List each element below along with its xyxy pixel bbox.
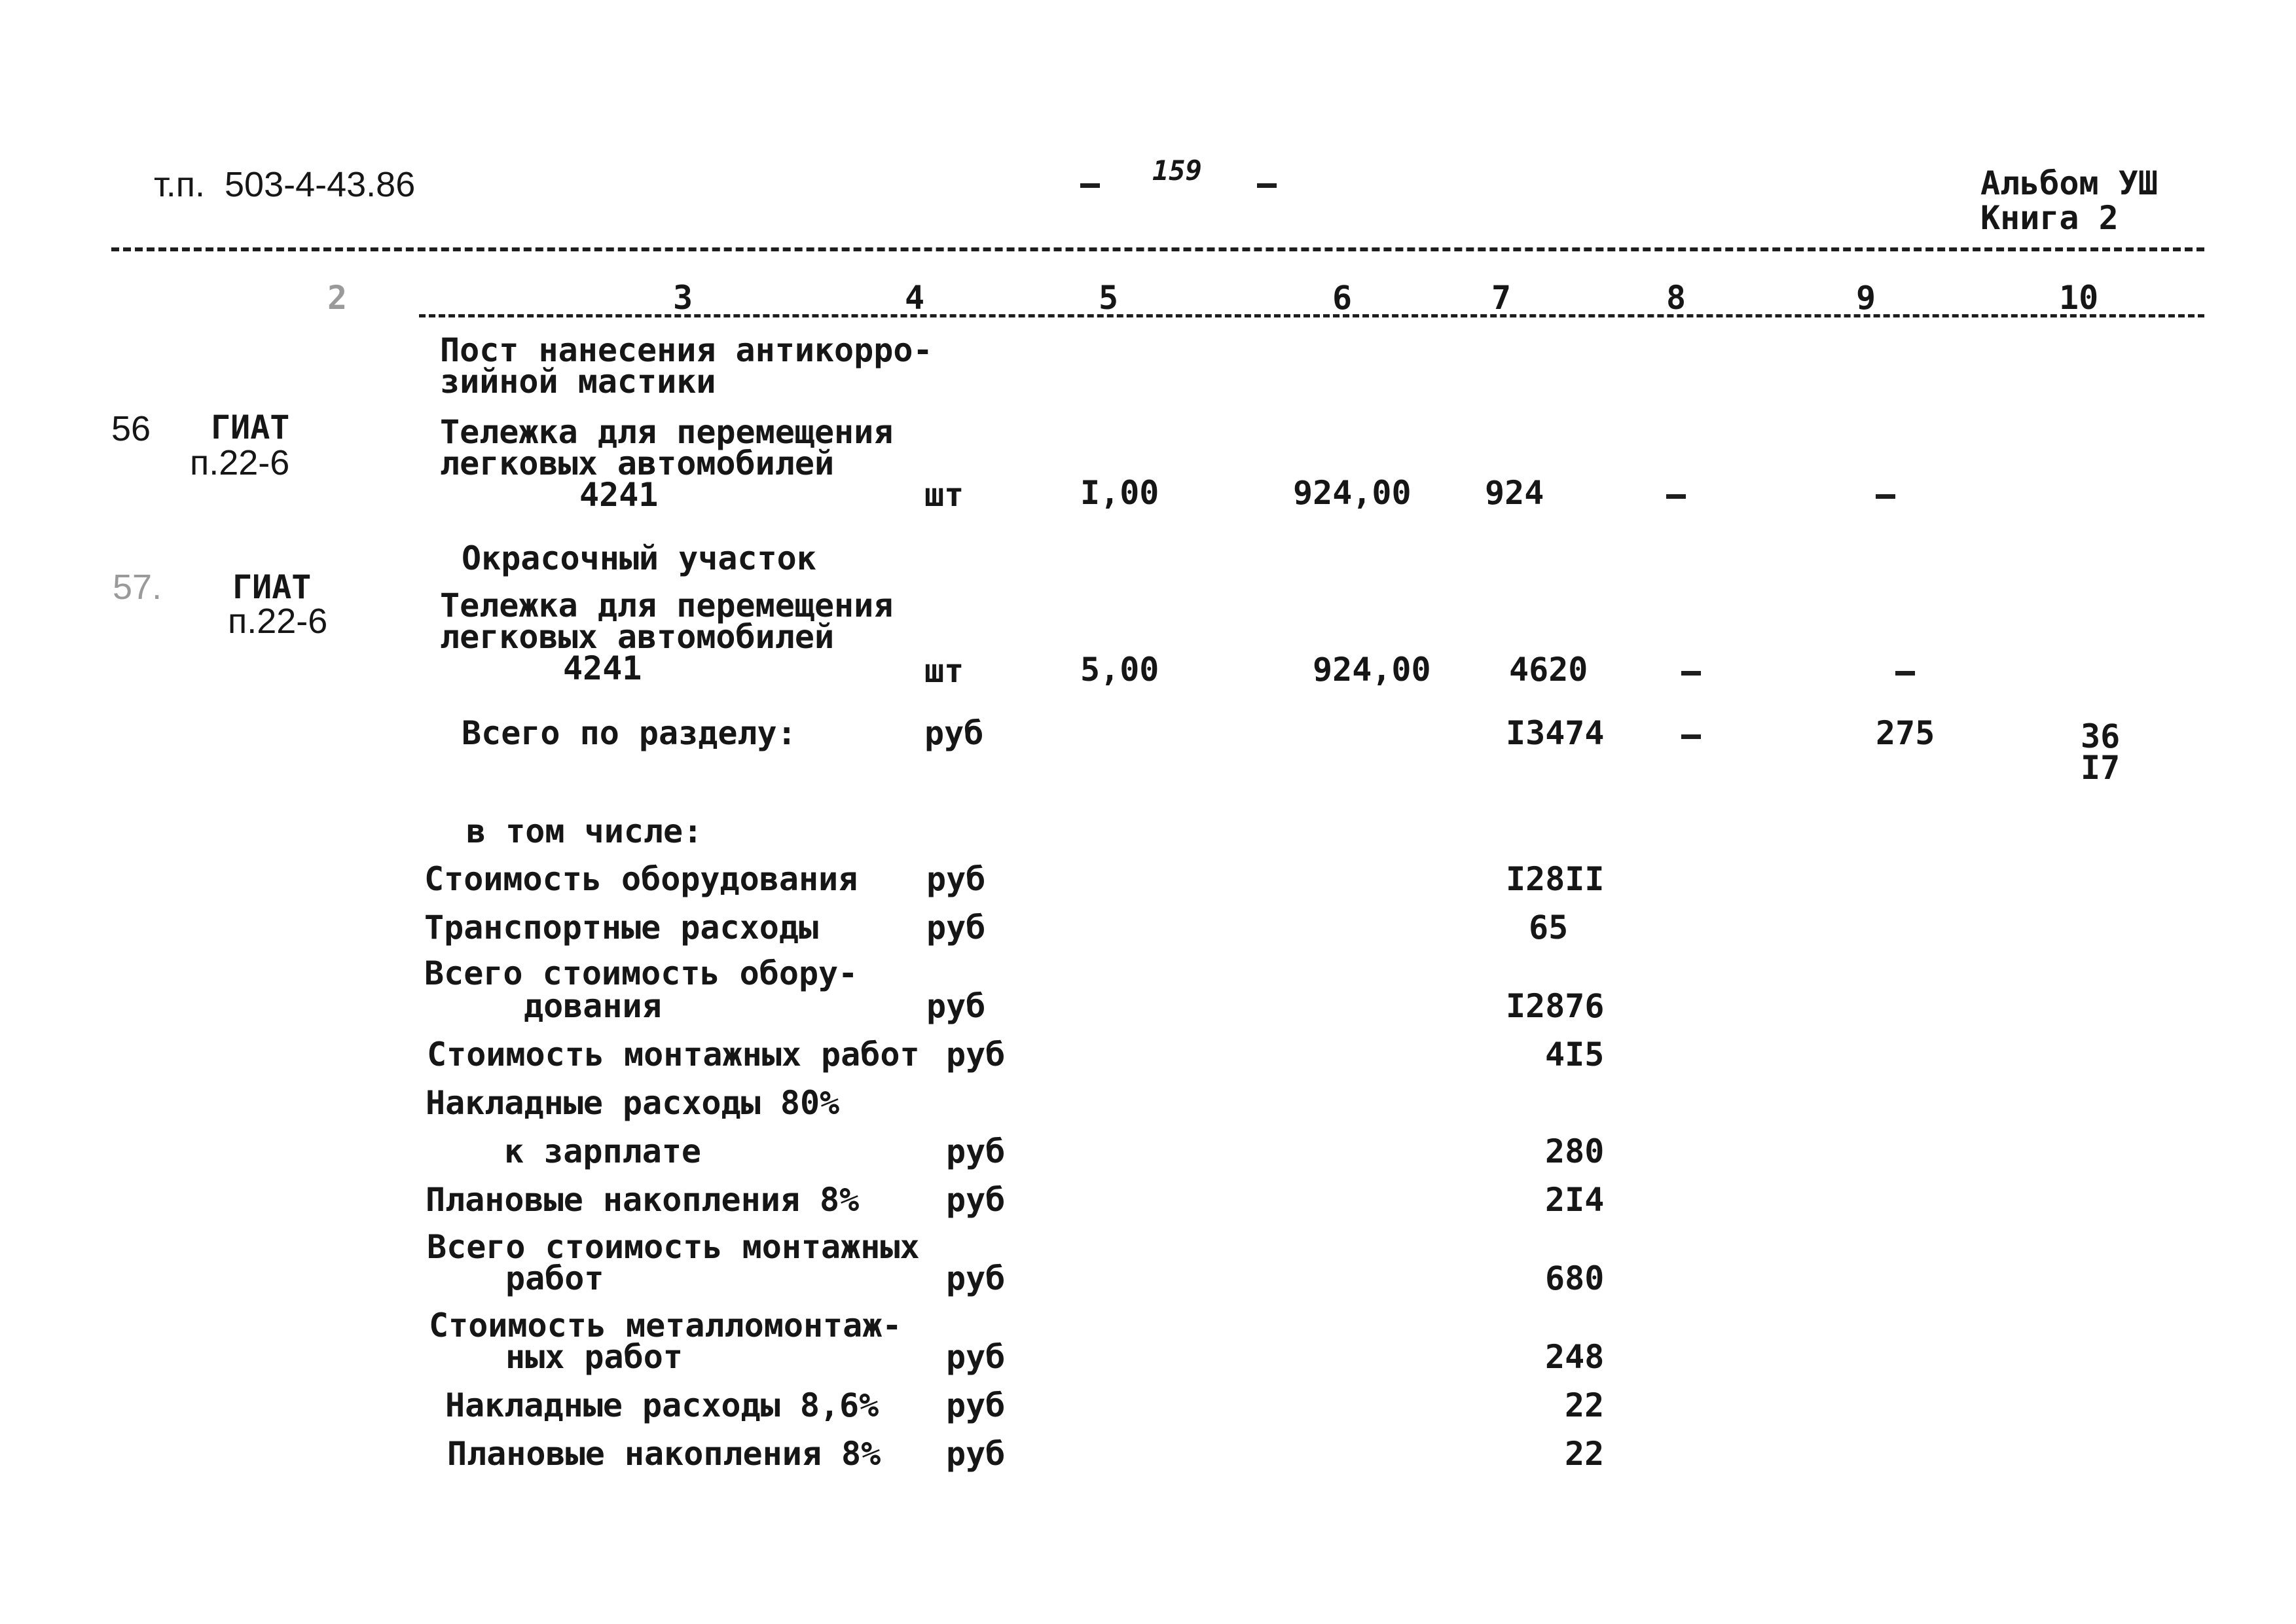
breakdown-value-equipment: I28II xyxy=(1506,860,1605,898)
item-56-source-2: п.22-6 xyxy=(190,443,290,482)
column-number-9: 9 xyxy=(1856,279,1876,317)
section-total-unit: руб xyxy=(924,714,984,752)
breakdown-value-total-equipment: I2876 xyxy=(1506,987,1605,1025)
item-56-code: 4241 xyxy=(579,476,659,514)
header-dash-left xyxy=(1080,183,1100,188)
album-label: Альбом УШ xyxy=(1980,164,2158,202)
document-reference: т.п. 503-4-43.86 xyxy=(154,165,416,204)
column-number-5: 5 xyxy=(1099,279,1119,317)
breakdown-unit-metalwork: руб xyxy=(946,1338,1006,1376)
breakdown-label-total-installation-1: Всего стоимость монтажных xyxy=(427,1228,920,1266)
breakdown-unit-overhead: руб xyxy=(946,1132,1006,1170)
column-number-10: 10 xyxy=(2059,279,2099,317)
item-56-source-1: ГИАТ xyxy=(211,408,290,446)
item-56-price: 924,00 xyxy=(1293,474,1412,512)
breakdown-label-total-installation-2: работ xyxy=(505,1259,604,1297)
item-57-unit: шт xyxy=(924,652,964,690)
section-total-col10-bottom: I7 xyxy=(2081,749,2121,787)
book-label: Книга 2 xyxy=(1980,199,2119,237)
breakdown-value-metalwork-savings: 22 xyxy=(1565,1435,1605,1473)
breakdown-unit-equipment: руб xyxy=(926,860,986,898)
breakdown-value-metalwork: 248 xyxy=(1545,1338,1605,1376)
item-57-price: 924,00 xyxy=(1313,651,1431,689)
header-separator-line xyxy=(111,247,2204,251)
carryover-line-1: Пост нанесения антикорро- xyxy=(440,331,933,369)
item-56-name-1: Тележка для перемещения xyxy=(440,413,894,451)
item-57-name-2: легковых автомобилей xyxy=(440,618,835,656)
breakdown-label-metalwork-2: ных работ xyxy=(505,1338,683,1376)
section-total-col8-dash xyxy=(1681,734,1701,739)
breakdown-label-overhead-1: Накладные расходы 80% xyxy=(426,1084,840,1122)
breakdown-unit-transport: руб xyxy=(926,909,986,947)
column-number-2: 2 xyxy=(327,279,348,317)
breakdown-label-equipment: Стоимость оборудования xyxy=(424,860,858,898)
breakdown-value-metalwork-overhead: 22 xyxy=(1565,1386,1605,1424)
breakdown-value-transport: 65 xyxy=(1529,909,1569,947)
breakdown-label-overhead-2: к зарплате xyxy=(504,1132,702,1170)
breakdown-unit-total-equipment: руб xyxy=(926,987,986,1025)
item-57-col8-dash xyxy=(1681,671,1701,676)
breakdown-label-metalwork-1: Стоимость металломонтаж- xyxy=(429,1307,902,1344)
including-label: в том числе: xyxy=(466,812,703,850)
column-number-3: 3 xyxy=(673,279,693,317)
item-57-number: 57. xyxy=(113,568,162,607)
item-57-total: 4620 xyxy=(1509,651,1588,689)
item-56-name-2: легковых автомобилей xyxy=(440,444,835,482)
breakdown-label-installation: Стоимость монтажных работ xyxy=(427,1036,920,1074)
section-total-col7: I3474 xyxy=(1506,714,1605,752)
section-total-col10-top: 36 xyxy=(2081,717,2121,755)
item-57-source-1: ГИАТ xyxy=(232,568,312,606)
breakdown-label-total-equipment-1: Всего стоимость обору- xyxy=(424,954,858,992)
section-total-col9: 275 xyxy=(1876,714,1935,752)
breakdown-unit-installation: руб xyxy=(946,1036,1006,1074)
breakdown-value-total-installation: 680 xyxy=(1545,1259,1605,1297)
item-56-col8-dash xyxy=(1666,494,1686,499)
breakdown-value-planned-savings: 2I4 xyxy=(1545,1181,1605,1219)
item-57-name-1: Тележка для перемещения xyxy=(440,586,894,624)
item-56-unit: шт xyxy=(924,476,964,514)
section-title: Окрасочный участок xyxy=(462,539,816,577)
breakdown-label-metalwork-savings: Плановые накопления 8% xyxy=(447,1435,881,1473)
page-number: 159 xyxy=(1152,154,1202,187)
breakdown-unit-planned-savings: руб xyxy=(946,1181,1006,1219)
breakdown-unit-metalwork-savings: руб xyxy=(946,1435,1006,1473)
breakdown-label-transport: Транспортные расходы xyxy=(424,909,819,947)
breakdown-value-overhead: 280 xyxy=(1545,1132,1605,1170)
item-56-number: 56 xyxy=(111,409,151,448)
breakdown-unit-total-installation: руб xyxy=(946,1259,1006,1297)
header-dash-right xyxy=(1257,183,1277,188)
breakdown-label-total-equipment-2: дования xyxy=(524,987,662,1025)
breakdown-value-installation: 4I5 xyxy=(1545,1036,1605,1074)
item-57-quantity: 5,00 xyxy=(1080,651,1159,689)
breakdown-unit-metalwork-overhead: руб xyxy=(946,1386,1006,1424)
column-number-6: 6 xyxy=(1332,279,1353,317)
column-number-8: 8 xyxy=(1666,279,1686,317)
item-57-source-2: п.22-6 xyxy=(228,602,328,641)
item-57-code: 4241 xyxy=(563,649,642,687)
breakdown-label-metalwork-overhead: Накладные расходы 8,6% xyxy=(445,1386,879,1424)
item-56-quantity: I,00 xyxy=(1080,474,1159,512)
breakdown-label-planned-savings: Плановые накопления 8% xyxy=(426,1181,860,1219)
column-number-4: 4 xyxy=(905,279,925,317)
item-56-col9-dash xyxy=(1876,494,1895,499)
item-56-total: 924 xyxy=(1485,474,1544,512)
item-57-col9-dash xyxy=(1895,671,1915,676)
carryover-line-2: зийной мастики xyxy=(440,363,716,401)
section-total-label: Всего по разделу: xyxy=(462,714,797,752)
column-number-7: 7 xyxy=(1491,279,1512,317)
